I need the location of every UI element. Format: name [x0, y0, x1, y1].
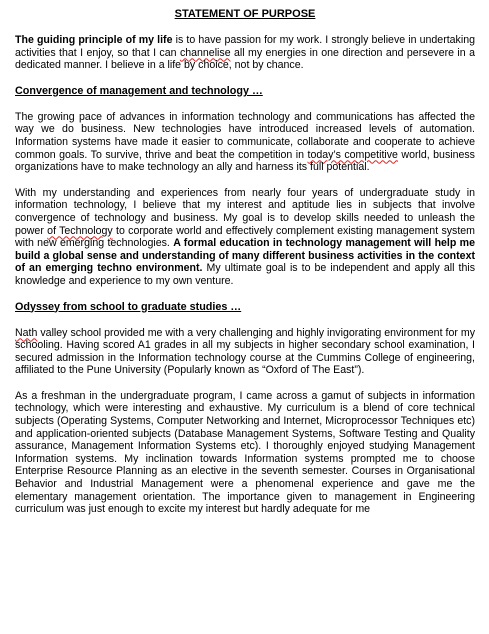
paragraph-text: As a freshman in the undergraduate program, I came across a gamut of subjects in information technology, which were interesting and exhaustive. My curriculum is a blend of core technical subjects (Operating Systems, Computer Networking and Internet, Microprocessor Techniques etc) and application-oriented subjects (Database Management Systems, Software Testing and Quality assurance, Management Information Systems etc). I thoroughly enjoyed studying Management Information systems. My inclination towards Information systems prompted me to choose Enterprise Resource Planning as an elective in the seventh semester. Courses in Organisational Behavior and Industrial Management were a phenomenal experience and gave me the elementary management orientation. The importance given to management in Engineering curriculum was just enough to excite my interest but hardly adequate for me: [15, 389, 475, 516]
paragraph-text: world, business organizations have to make technology an ally and harness its full potential.: [15, 148, 475, 174]
section-heading-odyssey: Odyssey from school to graduate studies …: [15, 300, 242, 313]
spellcheck-flagged-phrase: of Technology: [47, 224, 113, 237]
spacer: [15, 314, 475, 327]
paragraph-text: My ultimate goal is to be independent and apply all this knowledge and experience to my own venture.: [15, 262, 475, 287]
spellcheck-flagged-word: Nath: [15, 326, 38, 339]
spacer: [15, 174, 475, 187]
paragraph-text: With my understanding and experiences from nearly four years of undergraduate study in information technology, I believe that my interest and aptitude lies in subjects that involve convergence of technology and business. My goal is to develop skills needed to unleash the power: [15, 186, 475, 237]
paragraph-understanding: [15, 187, 475, 288]
spellcheck-flagged-phrase: today’s competitive: [307, 148, 398, 161]
spacer: [15, 377, 475, 390]
spacer: [15, 72, 475, 85]
intro-text-b: all my energies in one direction and persevere in a dedicated manner. I believe in a life by choice, not by chance.: [15, 46, 475, 72]
section-heading-convergence: Convergence of management and technology …: [15, 84, 263, 97]
intro-lead-bold: The guiding principle of my life: [15, 34, 173, 46]
spacer: [15, 288, 475, 301]
spacer: [15, 98, 475, 111]
paragraph-text: to corporate world and effectively complement existing management system with new emerging technologies.: [15, 224, 475, 250]
spellcheck-flagged-word: channelise: [179, 46, 231, 59]
paragraph-bold-text: A formal education in technology management will help me build a global sense and understanding of many different business activities in the context of an emerging techno environment.: [15, 237, 475, 275]
page-title: STATEMENT OF PURPOSE: [174, 8, 316, 20]
paragraph-text: valley school provided me with a very challenging and highly invigorating environment for my schooling. Having scored A1 grades in all my subjects in higher secondary school examination, I secured admission in the Information technology course at the Cummins College of engineering, affiliated to the Pune University (Popularly known as “Oxford of The East”).: [15, 326, 475, 377]
paragraph-freshman: [15, 390, 475, 516]
intro-paragraph: [15, 34, 475, 72]
paragraph-growing-pace: [15, 111, 475, 174]
paragraph-nath-valley: [15, 327, 475, 377]
intro-text-a: is to have passion for my work. I strongly believe in undertaking activities that I enjoy, so that I can: [15, 34, 475, 59]
paragraph-text: The growing pace of advances in information technology and communications has affected the way we do business. New technologies have introduced increased levels of automation. Information systems have made it easier to communicate, collaborate and cooperate to achieve common goals. To survive, thrive and beat the competition in: [15, 110, 475, 161]
